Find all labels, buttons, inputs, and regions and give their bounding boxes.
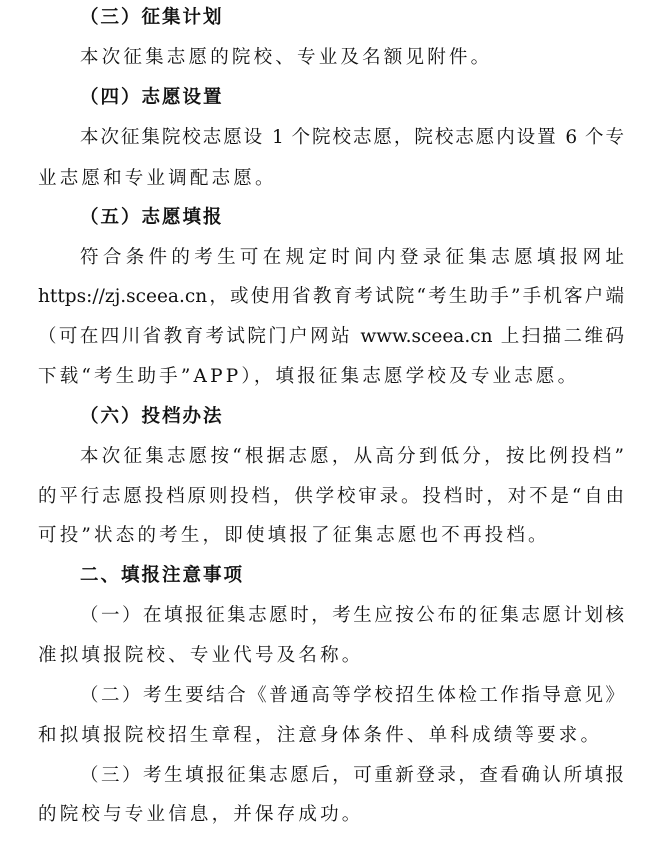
- paragraph-line: 符合条件的考生可在规定时间内登录征集志愿填报网址: [80, 247, 624, 268]
- paragraph-line: （一）在填报征集志愿时，考生应按公布的征集志愿计划核: [80, 605, 624, 626]
- paragraph-line: 本次征集志愿的院校、专业及名额见附件。: [80, 47, 493, 68]
- section-heading-notes: 二、填报注意事项: [80, 565, 245, 586]
- paragraph-line: 业志愿和专业调配志愿。: [38, 168, 277, 189]
- paragraph-line: https://zj.sceea.cn，或使用省教育考试院“考生助手”手机客户端: [38, 286, 624, 307]
- section-heading-plan: （三）征集计划: [80, 7, 224, 28]
- paragraph-line: （可在四川省教育考试院门户网站 www.sceea.cn 上扫描二维码: [38, 326, 624, 347]
- paragraph-line: 下载“考生助手”APP），填报征集志愿学校及专业志愿。: [38, 366, 580, 387]
- section-heading-settings: （四）志愿设置: [80, 87, 224, 108]
- paragraph-line: 本次征集院校志愿设 1 个院校志愿，院校志愿内设置 6 个专: [80, 127, 624, 148]
- paragraph-line: 的院校与专业信息，并保存成功。: [38, 804, 364, 825]
- paragraph-line: 的平行志愿投档原则投档，供学校审录。投档时，对不是“自由: [38, 486, 624, 507]
- section-heading-filling: （五）志愿填报: [80, 207, 224, 228]
- paragraph-line: 和拟填报院校招生章程，注意身体条件、单科成绩等要求。: [38, 725, 603, 746]
- section-heading-admission: （六）投档办法: [80, 406, 224, 427]
- paragraph-line: （二）考生要结合《普通高等学校招生体检工作指导意见》: [80, 685, 624, 706]
- paragraph-line: （三）考生填报征集志愿后，可重新登录，查看确认所填报: [80, 765, 624, 786]
- paragraph-line: 本次征集志愿按“根据志愿，从高分到低分，按比例投档”: [80, 446, 624, 467]
- paragraph-line: 准拟填报院校、专业代号及名称。: [38, 645, 364, 666]
- paragraph-line: 可投”状态的考生，即使填报了征集志愿也不再投档。: [38, 525, 550, 546]
